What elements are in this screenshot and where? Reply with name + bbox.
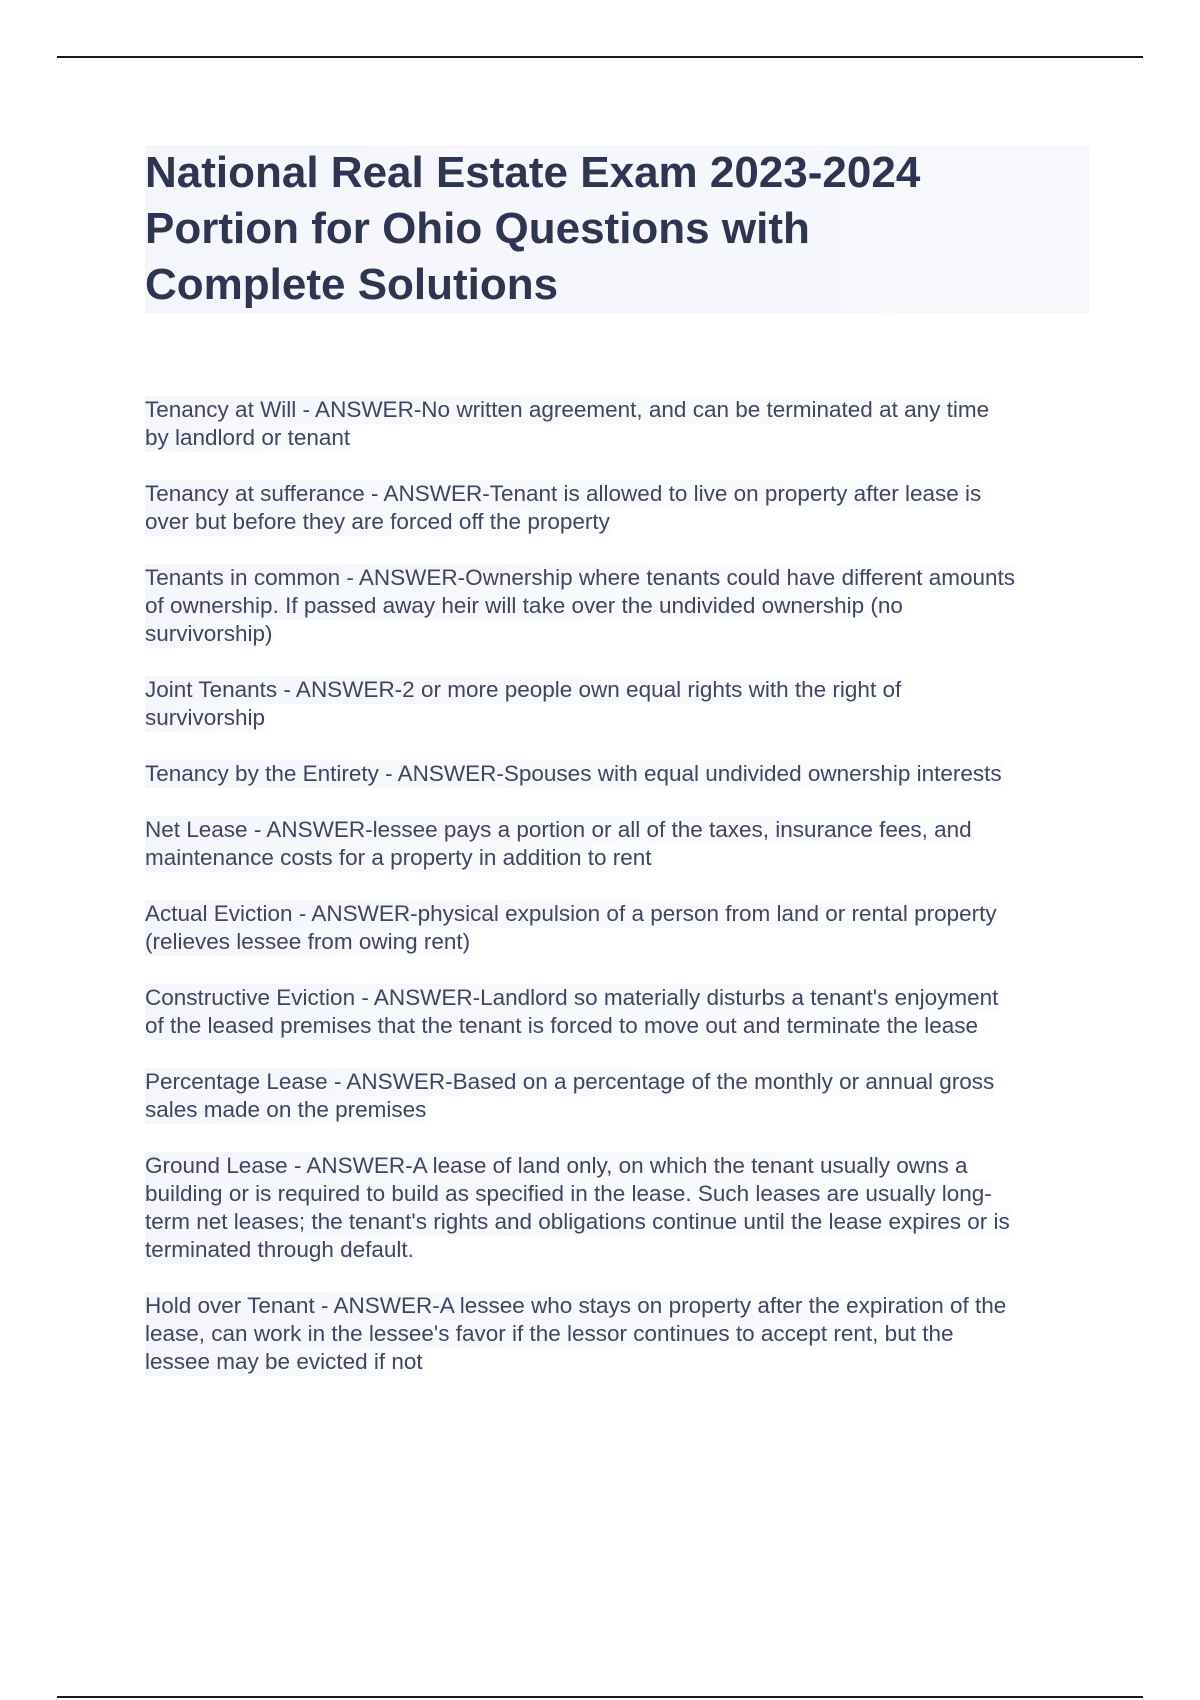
qa-text-line: Actual Eviction - ANSWER-physical expulsion of a person from land or rental property — [145, 901, 997, 926]
qa-text-line: survivorship — [145, 705, 266, 730]
qa-text-line: Tenancy at Will - ANSWER-No written agreement, and can be terminated at any time — [145, 397, 990, 422]
qa-text-line: Ground Lease - ANSWER-A lease of land only, on which the tenant usually owns a — [145, 1153, 968, 1178]
qa-text-line: Net Lease - ANSWER-lessee pays a portion or all of the taxes, insurance fees, and — [145, 817, 972, 842]
qa-item — [145, 1292, 1090, 1376]
qa-item — [145, 396, 1090, 452]
qa-text-line: maintenance costs for a property in addition to rent — [145, 845, 652, 870]
qa-text-line: term net leases; the tenant's rights and obligations continue until the lease expires or is — [145, 1209, 1010, 1234]
qa-item — [145, 564, 1090, 648]
page-title — [145, 145, 1089, 313]
qa-text-line: of ownership. If passed away heir will take over the undivided ownership (no — [145, 593, 903, 618]
qa-item — [145, 900, 1090, 956]
qa-text-line: terminated through default. — [145, 1237, 414, 1262]
qa-text-line: of the leased premises that the tenant is forced to move out and terminate the lease — [145, 1013, 978, 1038]
qa-text-line: lessee may be evicted if not — [145, 1349, 423, 1374]
title-line: National Real Estate Exam 2023-2024 — [145, 148, 921, 197]
qa-text-line: Tenancy at sufferance - ANSWER-Tenant is allowed to live on property after lease is — [145, 481, 982, 506]
footer-rule — [57, 1696, 1143, 1698]
qa-item — [145, 760, 1090, 788]
qa-item — [145, 816, 1090, 872]
qa-text-line: Percentage Lease - ANSWER-Based on a percentage of the monthly or annual gross — [145, 1069, 995, 1094]
qa-item — [145, 984, 1090, 1040]
qa-item — [145, 1068, 1090, 1124]
qa-text-line: over but before they are forced off the property — [145, 509, 610, 534]
qa-text-line: Hold over Tenant - ANSWER-A lessee who stays on property after the expiration of the — [145, 1293, 1007, 1318]
qa-text-line: lease, can work in the lessee's favor if the lessor continues to accept rent, but the — [145, 1321, 954, 1346]
qa-text-line: Tenancy by the Entirety - ANSWER-Spouses with equal undivided ownership interests — [145, 761, 1002, 786]
title-line: Portion for Ohio Questions with — [145, 204, 810, 253]
qa-text-line: Constructive Eviction - ANSWER-Landlord so materially disturbs a tenant's enjoyment — [145, 985, 999, 1010]
qa-text-line: survivorship) — [145, 621, 273, 646]
qa-text-line: building or is required to build as specified in the lease. Such leases are usually long- — [145, 1181, 992, 1206]
qa-text-line: Tenants in common - ANSWER-Ownership where tenants could have different amounts — [145, 565, 1016, 590]
qa-text-line: Joint Tenants - ANSWER-2 or more people own equal rights with the right of — [145, 677, 902, 702]
header-rule — [57, 56, 1143, 58]
qa-list — [145, 396, 1090, 1404]
qa-item — [145, 1152, 1090, 1264]
qa-text-line: (relieves lessee from owing rent) — [145, 929, 471, 954]
qa-item — [145, 480, 1090, 536]
qa-text-line: by landlord or tenant — [145, 425, 351, 450]
qa-item — [145, 676, 1090, 732]
qa-text-line: sales made on the premises — [145, 1097, 427, 1122]
title-line: Complete Solutions — [145, 260, 559, 309]
